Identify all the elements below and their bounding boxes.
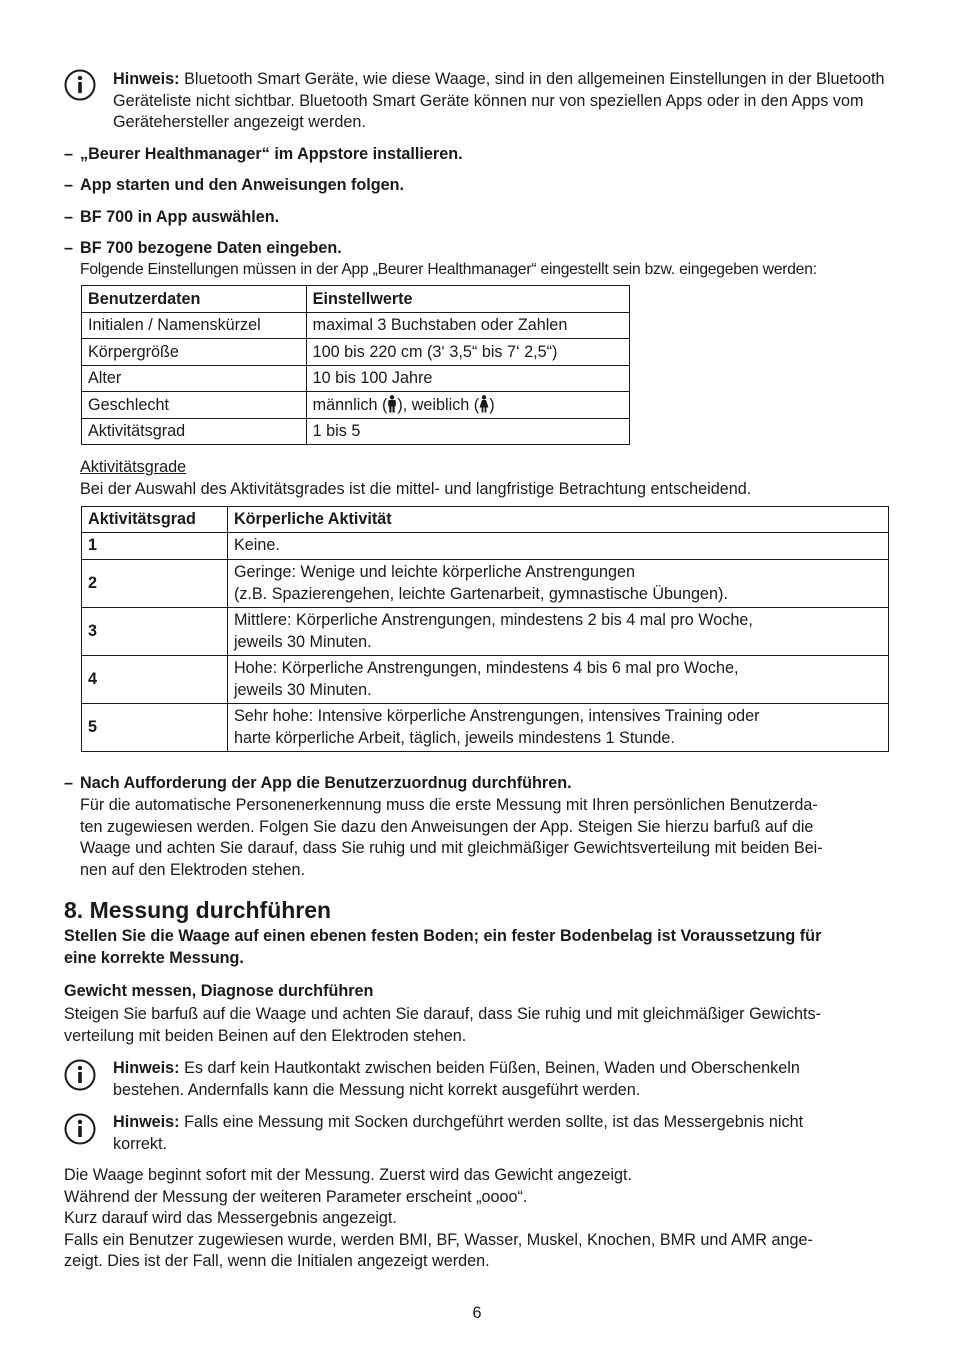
info-icon <box>64 1059 96 1091</box>
step-text: BF 700 in App auswählen. <box>80 208 280 226</box>
dash: – <box>64 774 74 792</box>
note-body: Bluetooth Smart Geräte, wie diese Waage, sind in den allgemeinen Einstellungen in der Bluetooth Geräteliste nicht sichtbar. Bluetooth Smart Geräte können nur von speziellen Apps oder in den Apps vom Gerätehersteller angezeigt werden. <box>113 70 885 131</box>
step-text: „Beurer Healthmanager“ im Appstore installieren. <box>80 145 463 163</box>
header-cell: Benutzerdaten <box>82 286 307 313</box>
table-row <box>82 418 630 445</box>
body-line: verteilung mit beiden Beinen auf den Elektroden stehen. <box>64 1026 467 1045</box>
activity-cell <box>227 608 888 656</box>
table-cell: Körpergröße <box>82 339 307 366</box>
gender-text: ), weiblich ( <box>397 395 480 414</box>
note-line: Falls eine Messung mit Socken durchgeführt werden sollte, ist das Messergebnis nicht <box>184 1113 804 1131</box>
activity-intro: Bei der Auswahl des Aktivitätsgrades ist die mittel- und langfristige Betrachtung entscheidend. <box>80 480 752 498</box>
table-row <box>82 339 630 366</box>
table-header-row <box>82 507 889 533</box>
activity-line: Keine. <box>233 536 280 555</box>
activity-line: (z.B. Spazierengehen, leichte Gartenarbeit, gymnastische Übungen). <box>233 584 728 603</box>
activity-line: Geringe: Wenige und leichte körperliche Anstrengungen <box>233 563 636 581</box>
header-cell: Aktivitätsgrad <box>82 507 228 533</box>
step-text: App starten und den Anweisungen folgen. <box>80 176 405 194</box>
activity-line: Mittlere: Körperliche Anstrengungen, mindestens 2 bis 4 mal pro Woche, <box>233 611 753 629</box>
female-person-icon <box>479 395 489 413</box>
note-socks <box>64 1111 894 1157</box>
step-start <box>64 175 404 197</box>
body-line: Steigen Sie barfuß auf die Waage und achten Sie darauf, dass Sie ruhig und mit gleichmäßiger Gewichts- <box>64 1005 822 1023</box>
gender-text: männlich ( <box>312 395 388 414</box>
table-row <box>82 533 889 560</box>
activity-line: Hohe: Körperliche Anstrengungen, mindestens 4 bis 6 mal pro Woche, <box>233 659 739 677</box>
note-label: Hinweis: <box>113 70 180 88</box>
note-text <box>113 69 893 134</box>
lead-line: Stellen Sie die Waage auf einen ebenen festen Boden; ein fester Bodenbelag ist Voraussetzung für <box>64 927 822 945</box>
grade-cell: 1 <box>82 533 228 560</box>
activity-heading: Aktivitätsgrade <box>80 458 187 476</box>
activity-cell <box>227 560 888 608</box>
male-person-icon <box>387 395 397 413</box>
table-row <box>82 704 889 752</box>
activity-cell <box>227 533 888 560</box>
table-row <box>82 312 630 339</box>
body-line: ten zugewiesen werden. Folgen Sie dazu den Anweisungen der App. Steigen Sie hierzu barfuß auf die <box>80 817 814 836</box>
body-line: nen auf den Elektroden stehen. <box>80 860 305 879</box>
table-row <box>82 365 630 392</box>
body-line: Kurz darauf wird das Messergebnis angezeigt. <box>64 1209 397 1227</box>
note-text <box>113 1058 893 1101</box>
note-label: Hinweis: <box>113 1113 180 1131</box>
dash: – <box>64 145 74 163</box>
grade-cell: 4 <box>82 656 228 704</box>
step-text: Nach Aufforderung der App die Benutzerzuordnug durchführen. <box>80 774 572 792</box>
note-text <box>113 1112 893 1155</box>
note-line: Es darf kein Hautkontakt zwischen beiden Füßen, Beinen, Waden und Oberschenkeln <box>184 1059 800 1077</box>
settings-intro: Folgende Einstellungen müssen in der App „Beurer Healthmanager“ eingestellt sein bzw. eingegeben werden: <box>80 261 817 278</box>
subheading: Gewicht messen, Diagnose durchführen <box>64 982 374 1000</box>
activity-line: Sehr hohe: Intensive körperliche Anstrengungen, intensives Training oder <box>233 707 760 725</box>
page-number: 6 <box>472 1304 482 1322</box>
step-select <box>64 207 279 229</box>
note-label: Hinweis: <box>113 1059 180 1077</box>
note-bluetooth <box>64 67 894 135</box>
table-cell: 1 bis 5 <box>306 418 629 445</box>
table-cell: 10 bis 100 Jahre <box>306 365 629 392</box>
body-line: Falls ein Benutzer zugewiesen wurde, werden BMI, BF, Wasser, Muskel, Knochen, BMR und AMR ange- <box>64 1230 813 1249</box>
table-row <box>82 656 889 704</box>
step-user-assignment <box>64 773 572 795</box>
note-line: bestehen. Andernfalls kann die Messung nicht korrekt ausgeführt werden. <box>113 1080 641 1099</box>
section-heading: 8. Messung durchführen <box>64 897 332 923</box>
table-header-row <box>82 286 630 313</box>
measurement-description <box>64 1165 813 1273</box>
dash: – <box>64 208 74 226</box>
step-enter-data <box>64 238 342 260</box>
table-cell: Alter <box>82 365 307 392</box>
info-icon <box>64 69 96 101</box>
table-row <box>82 560 889 608</box>
activity-line: jeweils 30 Minuten. <box>233 680 372 699</box>
body-line: Waage und achten Sie darauf, dass Sie ruhig und mit gleichmäßiger Gewichtsverteilung mit beiden Bei- <box>80 839 823 857</box>
body-line: Während der Messung der weiteren Parameter erscheint „oooo“. <box>64 1187 528 1206</box>
section-body <box>64 1004 821 1047</box>
activity-cell <box>227 704 888 752</box>
body-line: Für die automatische Personenerkennung muss die erste Messung mit Ihren persönlichen Benutzerda- <box>80 796 818 814</box>
body-line: Die Waage beginnt sofort mit der Messung. Zuerst wird das Gewicht angezeigt. <box>64 1166 633 1184</box>
note-skin-contact <box>64 1057 894 1103</box>
settings-table <box>81 285 630 445</box>
dash: – <box>64 239 74 257</box>
grade-cell: 5 <box>82 704 228 752</box>
table-row <box>82 608 889 656</box>
step-text: BF 700 bezogene Daten eingeben. <box>80 239 342 257</box>
header-cell: Einstellwerte <box>306 286 629 313</box>
body-line: zeigt. Dies ist der Fall, wenn die Initialen angezeigt werden. <box>64 1252 490 1270</box>
table-cell: Geschlecht <box>82 392 307 419</box>
step-install <box>64 144 463 166</box>
activity-line: harte körperliche Arbeit, täglich, jeweils mindestens 1 Stunde. <box>233 728 675 747</box>
activity-line: jeweils 30 Minuten. <box>233 632 372 651</box>
info-icon <box>64 1113 96 1145</box>
table-cell: maximal 3 Buchstaben oder Zahlen <box>306 312 629 339</box>
gender-text: ) <box>489 395 495 414</box>
gender-cell <box>306 392 629 419</box>
table-cell: 100 bis 220 cm (3‘ 3,5“ bis 7‘ 2,5“) <box>306 339 629 366</box>
activity-cell <box>227 656 888 704</box>
activity-table <box>81 506 889 752</box>
grade-cell: 2 <box>82 560 228 608</box>
lead-line: eine korrekte Messung. <box>64 948 244 967</box>
section-lead <box>64 926 821 969</box>
table-row <box>82 392 630 419</box>
grade-cell: 3 <box>82 608 228 656</box>
dash: – <box>64 176 74 194</box>
step5-body <box>80 795 823 881</box>
header-cell: Körperliche Aktivität <box>227 507 888 533</box>
table-cell: Initialen / Namenskürzel <box>82 312 307 339</box>
table-cell: Aktivitätsgrad <box>82 418 307 445</box>
note-line: korrekt. <box>113 1134 167 1153</box>
